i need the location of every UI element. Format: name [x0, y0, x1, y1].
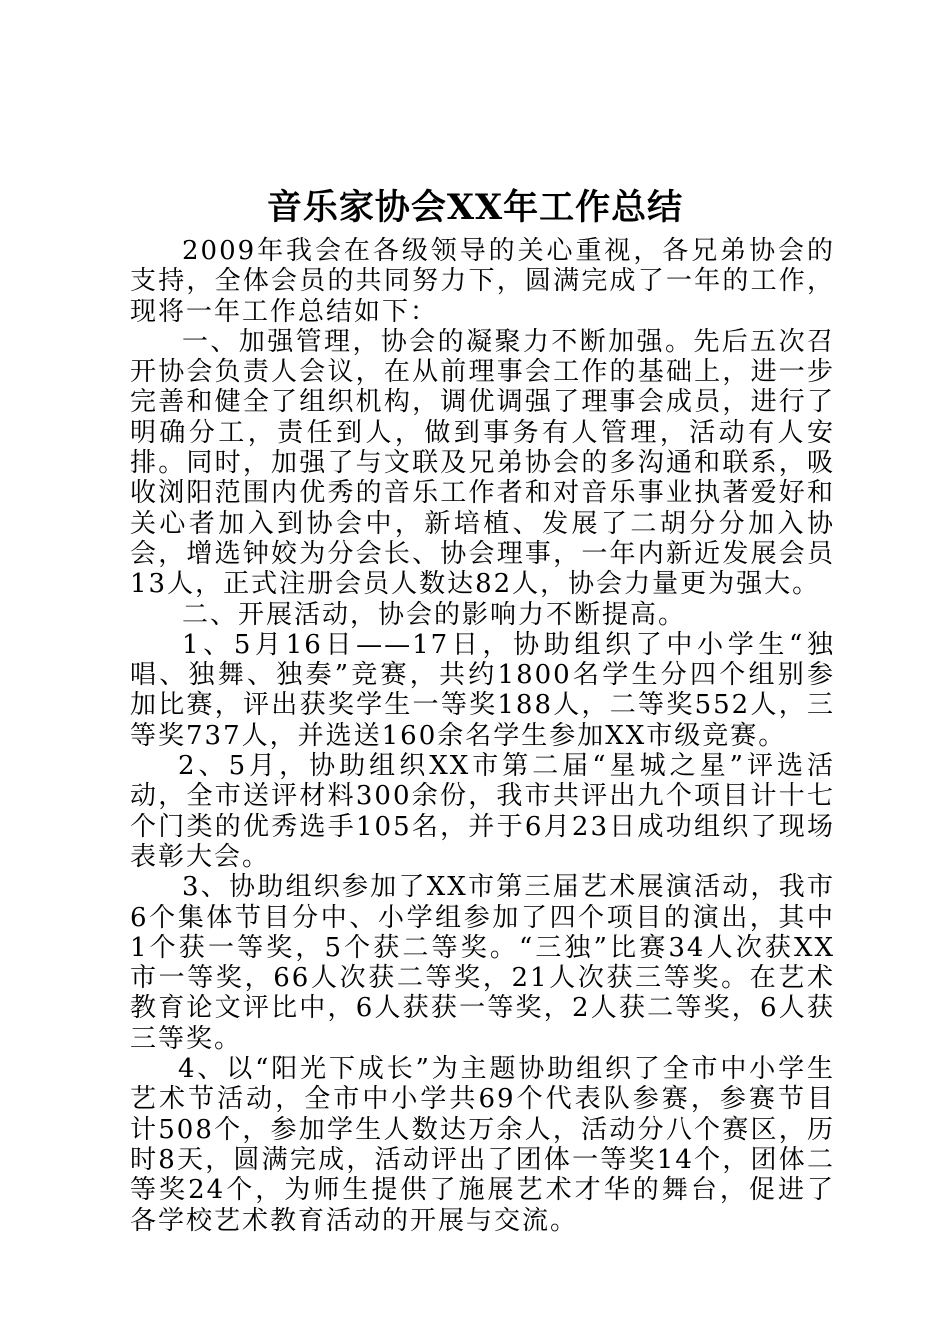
paragraph-item-3: 3、协助组织参加了XX市第三届艺术展演活动，我市6个集体节目分中、小学组参加了四个项目的演出，其中1个获一等奖，5个获二等奖。“三独”比赛34人次获XX市一等奖，66人次获二等奖，21人次获三等奖。在艺术教育论文评比中，6人获获一等奖，2人获二等奖，6人获三等奖。 [130, 872, 835, 1054]
paragraph-item-2: 2、5月，协助组织XX市第二届“星城之星”评选活动，全市送评材料300余份，我市共评出九个项目计十七个门类的优秀选手105名，并于6月23日成功组织了现场表彰大会。 [130, 751, 835, 872]
document-title: 音乐家协会XX年工作总结 [266, 187, 684, 228]
paragraph-item-4: 4、以“阳光下成长”为主题协助组织了全市中小学生艺术节活动，全市中小学共69个代表队参赛，参赛节目计508个，参加学生人数达万余人，活动分八个赛区，历时8天，圆满完成，活动评出了团体一等奖14个，团体二等奖24个，为师生提供了施展艺术才华的舞台，促进了各学校艺术教育活动的开展与交流。 [130, 1054, 835, 1236]
document-body [130, 236, 835, 1236]
paragraph-section-2-heading: 二、开展活动，协会的影响力不断提高。 [182, 599, 687, 630]
paragraph-intro: 2009年我会在各级领导的关心重视，各兄弟协会的支持，全体会员的共同努力下，圆满完成了一年的工作，现将一年工作总结如下： [130, 236, 835, 327]
paragraph-section-1: 一、加强管理，协会的凝聚力不断加强。先后五次召开协会负责人会议，在从前理事会工作的基础上，进一步完善和健全了组织机构，调优调强了理事会成员，进行了明确分工，责任到人，做到事务有人管理，活动有人安排。同时，加强了与文联及兄弟协会的多沟通和联系，吸收浏阳范围内优秀的音乐工作者和对音乐事业执著爱好和关心者加入到协会中，新培植、发展了二胡分分加入协会，增选钟姣为分会长、协会理事，一年内新近发展会员13人，正式注册会员人数达82人，协会力量更为强大。 [130, 326, 835, 600]
paragraph-item-1: 1、5月16日——17日，协助组织了中小学生“独唱、独舞、独奏”竞赛，共约1800名学生分四个组别参加比赛，评出获奖学生一等奖188人，二等奖552人，三等奖737人，并选送160余名学生参加XX市级竞赛。 [130, 629, 835, 751]
